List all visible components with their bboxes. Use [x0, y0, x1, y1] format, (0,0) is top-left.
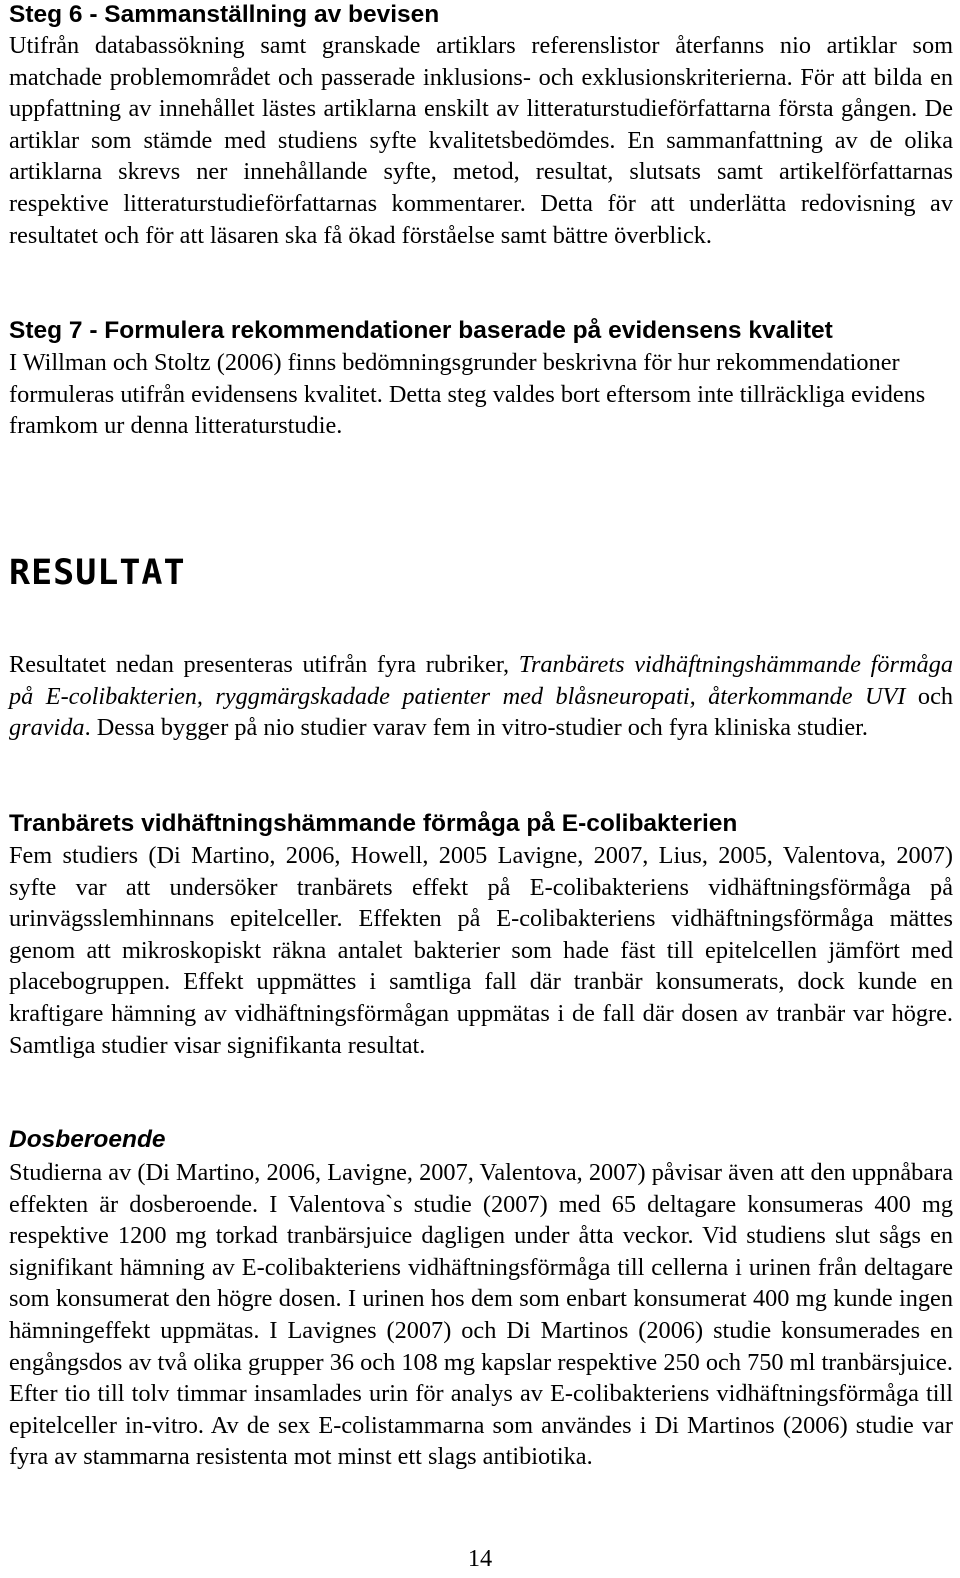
result-intro-text-1: Resultatet nedan presenteras utifrån fyra rubriker,: [9, 651, 519, 678]
section-7-paragraph: I Willman och Stoltz (2006) finns bedömningsgrunder beskrivna för hur rekommendationer formuleras utifrån evidensens kvalitet. Detta steg valdes bort eftersom inte tillräckliga evidens framkom ur denna litteraturstudie.: [9, 349, 926, 440]
result-intro-text-2: . Dessa bygger på nio studier varav fem in vitro-studier och fyra kliniska studier.: [84, 714, 868, 742]
result-intro-topic-1: Tranbärets vidhäftningshämmande förmåga på E-colibakterien, ryggmärgskadade patienter med blåsneuropati, återkommande UVI: [9, 651, 953, 710]
result-intro-paragraph: [9, 649, 953, 744]
section-7-heading: Steg 7 - Formulera rekommendationer baserade på evidensens kvalitet: [9, 317, 833, 344]
result-intro-topic-2: gravida: [9, 714, 85, 742]
tranbar-heading: Tranbärets vidhäftningshämmande förmåga på E-colibakterien: [9, 810, 738, 837]
section-6-heading: Steg 6 - Sammanställning av bevisen: [9, 1, 440, 28]
result-intro-and: och: [905, 682, 954, 710]
dosberoende-paragraph: Studierna av (Di Martino, 2006, Lavigne, 2007, Valentova, 2007) påvisar även att den uppnåbara effekten är dosberoende. I Valentova`s studie (2007) med 65 deltagare konsumeras 400 mg respektive 1200 mg torkad tranbärsjuice dagligen under åtta veckor. Vid studiens slut sågs en signifikant hämning av E-colibakteriens vidhäftningsförmåga till cellerna i urinen från deltagare som konsumerat den högre dosen. I urinen hos dem som enbart konsumerat 400 mg kunde ingen hämningeffekt uppmätas. I Lavignes (2007) och Di Martinos (2006) studie konsumerades en engångsdos av två olika grupper 36 och 108 mg kapslar respektive 250 och 750 ml tranbärsjuice. Efter tio till tolv timmar insamlades urin för analys av E-colibakteriens vidhäftningsförmåga till epitelceller in-vitro. Av de sex E-colistammarna som användes i Di Martinos (2006) studie var fyra av stammarna resistenta mot minst ett slags antibiotika.: [9, 1159, 953, 1471]
result-heading: RESULTAT: [9, 553, 186, 593]
dosberoende-heading: Dosberoende: [9, 1126, 166, 1153]
tranbar-paragraph: Fem studiers (Di Martino, 2006, Howell, 2005 Lavigne, 2007, Lius, 2005, Valentova, 2007) syfte var att undersöker tranbärets effekt på E-colibakteriens vidhäftningsförmåga på urinvägsslemhinnans epitelceller. Effekten på E-colibakteriens vidhäftningsförmåga mättes genom att mikroskopiskt räkna antalet bakterier som hade fäst till epitelcellen jämfört med placebogruppen. Effekt uppmättes i samtliga fall där tranbär konsumerats, dock kunde en kraftigare hämning av vidhäftningsförmågan uppmätas i de fall där dosen av tranbär var högre. Samtliga studier visar signifikanta resultat.: [9, 842, 953, 1059]
section-6-paragraph: Utifrån databassökning samt granskade artiklars referenslistor återfanns nio artiklar som matchade problemområdet och passerade inklusions- och exklusionskriterierna. För att bilda en uppfattning av innehållet lästes artiklarna enskilt av litteraturstudieförfattarna första gången. De artiklar som stämde med studiens syfte kvalitetsbedömdes. En sammanfattning av de olika artiklarna skrevs ner innehållande syfte, metod, resultat, slutsats samt artikelförfattarnas respektive litteraturstudieförfattarnas kommentarer. Detta för att underlätta redovisning av resultatet och för att läsaren ska få ökad förståelse samt bättre överblick.: [9, 32, 953, 249]
page-number: 14: [467, 1545, 493, 1572]
